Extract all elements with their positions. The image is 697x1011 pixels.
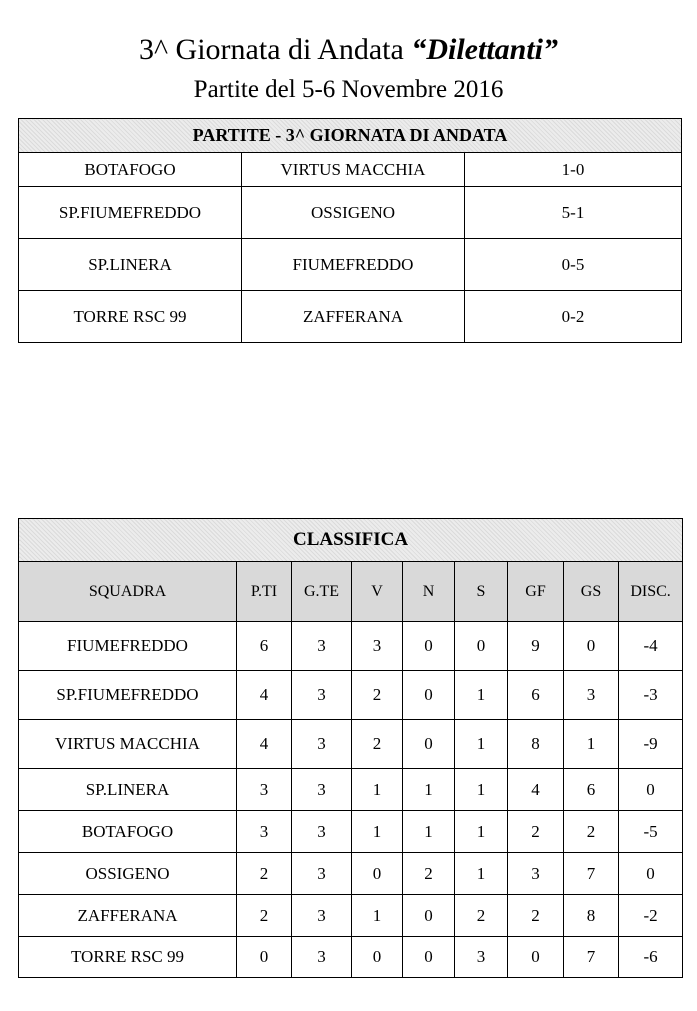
cell-gol-fatti: 6 [508,671,564,720]
cell-disciplina: -4 [619,622,683,671]
cell-vinte: 2 [352,671,403,720]
team-name: TORRE RSC 99 [19,937,237,978]
cell-nulle: 2 [403,853,455,895]
cell-giocate: 3 [292,811,352,853]
cell-sconfitte: 1 [455,720,508,769]
cell-nulle: 0 [403,937,455,978]
cell-sconfitte: 2 [455,895,508,937]
team-name: VIRTUS MACCHIA [19,720,237,769]
cell-punti: 3 [237,769,292,811]
cell-giocate: 3 [292,671,352,720]
team-name: ZAFFERANA [19,895,237,937]
cell-punti: 6 [237,622,292,671]
column-header-vinte: V [352,562,403,622]
cell-gol-subiti: 1 [564,720,619,769]
cell-nulle: 0 [403,720,455,769]
match-score: 0-5 [465,239,682,291]
cell-disciplina: -9 [619,720,683,769]
cell-nulle: 0 [403,895,455,937]
match-home-team: SP.LINERA [19,239,242,291]
standings-row [19,720,683,769]
cell-giocate: 3 [292,895,352,937]
column-header-squadra: SQUADRA [19,562,237,622]
standings-row [19,895,683,937]
match-home-team: SP.FIUMEFREDDO [19,187,242,239]
standings-header-row [19,562,683,622]
cell-gol-fatti: 2 [508,811,564,853]
cell-punti: 4 [237,671,292,720]
team-name: OSSIGENO [19,853,237,895]
cell-nulle: 1 [403,769,455,811]
cell-giocate: 3 [292,769,352,811]
cell-disciplina: 0 [619,769,683,811]
column-header-giocate: G.TE [292,562,352,622]
cell-punti: 3 [237,811,292,853]
standings-table [18,518,683,978]
cell-vinte: 0 [352,937,403,978]
cell-nulle: 0 [403,671,455,720]
cell-nulle: 0 [403,622,455,671]
match-row [19,291,682,343]
cell-giocate: 3 [292,937,352,978]
match-row [19,153,682,187]
matches-header-row [19,119,682,153]
cell-disciplina: -2 [619,895,683,937]
cell-vinte: 2 [352,720,403,769]
match-home-team: TORRE RSC 99 [19,291,242,343]
page-title-emphasis: “Dilettanti” [411,33,559,66]
column-header-punti: P.TI [237,562,292,622]
standings-title: CLASSIFICA [19,519,683,562]
team-name: BOTAFOGO [19,811,237,853]
cell-vinte: 0 [352,853,403,895]
cell-vinte: 1 [352,769,403,811]
column-header-gol-subiti: GS [564,562,619,622]
cell-disciplina: 0 [619,853,683,895]
cell-gol-subiti: 0 [564,622,619,671]
match-row [19,187,682,239]
cell-gol-subiti: 7 [564,937,619,978]
cell-vinte: 1 [352,895,403,937]
cell-sconfitte: 1 [455,671,508,720]
cell-gol-subiti: 6 [564,769,619,811]
standings-caption-row [19,519,683,562]
standings-row [19,671,683,720]
standings-row [19,622,683,671]
cell-giocate: 3 [292,622,352,671]
match-score: 1-0 [465,153,682,187]
cell-punti: 2 [237,853,292,895]
cell-disciplina: -3 [619,671,683,720]
cell-gol-fatti: 8 [508,720,564,769]
cell-giocate: 3 [292,720,352,769]
page-subtitle: Partite del 5-6 Novembre 2016 [193,76,504,103]
cell-disciplina: -6 [619,937,683,978]
team-name: SP.FIUMEFREDDO [19,671,237,720]
match-away-team: ZAFFERANA [242,291,465,343]
cell-vinte: 1 [352,811,403,853]
cell-gol-subiti: 8 [564,895,619,937]
standings-row [19,769,683,811]
cell-gol-fatti: 0 [508,937,564,978]
match-score: 5-1 [465,187,682,239]
column-header-sconfitte: S [455,562,508,622]
cell-disciplina: -5 [619,811,683,853]
team-name: SP.LINERA [19,769,237,811]
column-header-disciplina: DISC. [619,562,683,622]
cell-sconfitte: 0 [455,622,508,671]
cell-nulle: 1 [403,811,455,853]
cell-gol-subiti: 3 [564,671,619,720]
column-header-gol-fatti: GF [508,562,564,622]
cell-gol-fatti: 4 [508,769,564,811]
match-score: 0-2 [465,291,682,343]
cell-sconfitte: 1 [455,853,508,895]
team-name: FIUMEFREDDO [19,622,237,671]
standings-row [19,937,683,978]
cell-gol-fatti: 2 [508,895,564,937]
match-away-team: VIRTUS MACCHIA [242,153,465,187]
match-home-team: BOTAFOGO [19,153,242,187]
matches-table [18,118,682,343]
matches-title: PARTITE - 3^ GIORNATA DI ANDATA [19,119,682,153]
cell-gol-subiti: 2 [564,811,619,853]
cell-punti: 4 [237,720,292,769]
cell-sconfitte: 1 [455,769,508,811]
match-away-team: FIUMEFREDDO [242,239,465,291]
cell-gol-fatti: 9 [508,622,564,671]
page-title-main: 3^ Giornata di Andata [138,33,412,66]
cell-sconfitte: 1 [455,811,508,853]
match-row [19,239,682,291]
cell-gol-subiti: 7 [564,853,619,895]
cell-giocate: 3 [292,853,352,895]
cell-punti: 2 [237,895,292,937]
match-away-team: OSSIGENO [242,187,465,239]
cell-sconfitte: 3 [455,937,508,978]
page-title [0,30,697,70]
standings-row [19,811,683,853]
cell-punti: 0 [237,937,292,978]
standings-row [19,853,683,895]
cell-vinte: 3 [352,622,403,671]
cell-gol-fatti: 3 [508,853,564,895]
column-header-nulle: N [403,562,455,622]
